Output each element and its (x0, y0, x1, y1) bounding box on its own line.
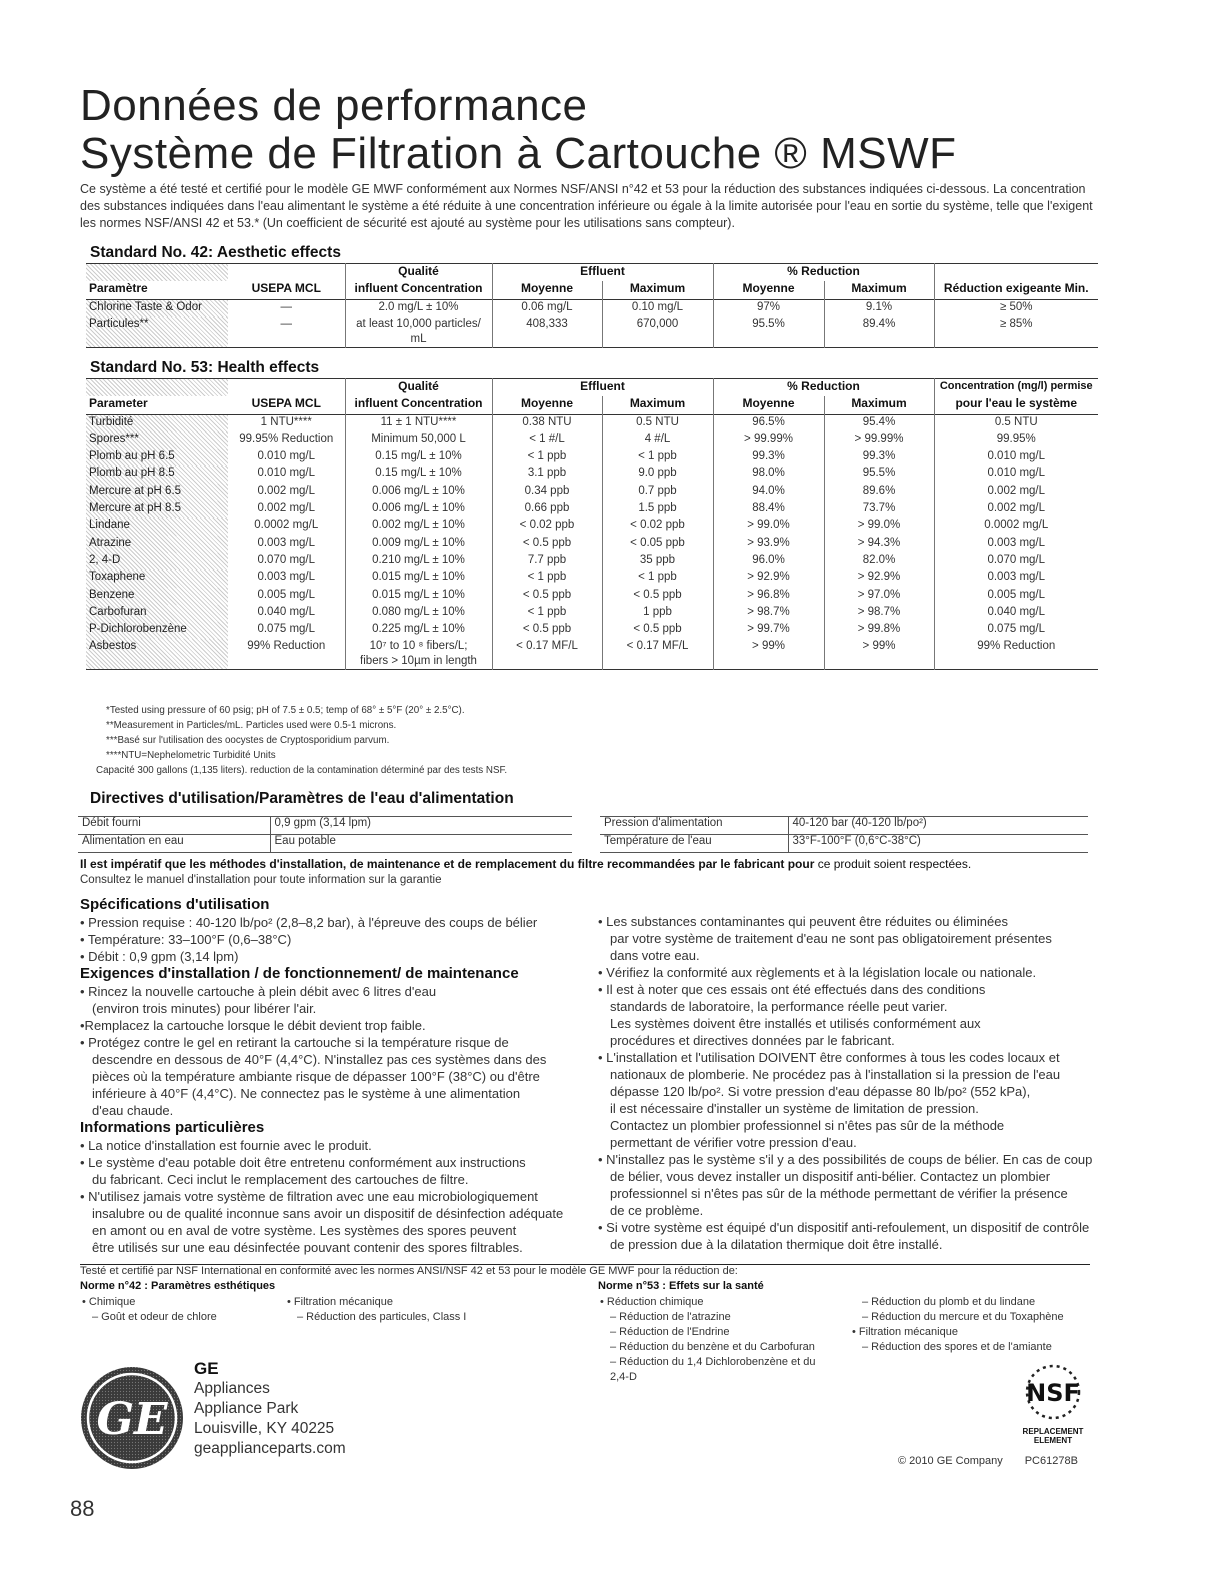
page-number: 88 (70, 1496, 95, 1521)
std53-col-moy: Moyenne (492, 396, 602, 414)
table-cell: Spores*** (86, 432, 228, 449)
table-cell: Mercure at pH 6.5 (86, 484, 228, 501)
important-notice: Il est impératif que les méthodes d'installation, de maintenance et de remplacement du filtre recommandées par le fabricant pour ce produit soient respectées. (80, 857, 972, 871)
company-address: GE Appliances Appliance Park Louisville, KY 40225 geapplianceparts.com (194, 1359, 346, 1457)
table-cell: 1.5 ppb (602, 501, 713, 518)
table-cell: > 97.0% (824, 588, 934, 605)
nsf-logo-icon (1008, 1362, 1098, 1420)
table-cell: 0.006 mg/L ± 10% (345, 501, 492, 518)
table-cell: 0.0002 mg/L (254, 519, 319, 532)
table-row (86, 588, 1098, 605)
table-cell: 0.010 mg/L (257, 467, 316, 480)
warranty-note: Consultez le manuel d'installation pour toute information sur la garantie (80, 874, 442, 886)
table-cell: Toxaphene (86, 570, 228, 587)
table-row (86, 501, 1098, 518)
table-row: Particules** — at least 10,000 particles/ mL 408,333 670,000 95.5% 89.4% ≥ 85% (86, 317, 1098, 348)
std53-col-param: Parameter (89, 396, 148, 411)
table-cell: > 96.8% (713, 588, 824, 605)
norme42-block: Norme n°42 : Paramètres esthétiques (80, 1280, 276, 1292)
directives-right-table: Pression d'alimentation 40-120 bar (40-120 lb/po²) Température de l'eau 33°F-100°F (0,6°C-38°C) (600, 816, 1088, 853)
table-cell: 0.040 mg/L (257, 605, 316, 618)
intro-paragraph: Ce système a été testé et certifié pour le modèle GE MWF conformément aux Normes NSF/ANSI n°42 et 53 pour la réduction des substances indiquées ci-dessous. La concentration des substances indiquées dans l'eau alimentant le système a été réduite à une concentration inférieure ou égale à la limite autorisée pour l'eau en sortie du système, telle que l'exigent les normes NSF/ANSI 42 et 53.* (Un coefficient de sécurité est ajouté au système pour les utilisations sans compteur). (80, 182, 1093, 230)
table-cell: 0.15 mg/L ± 10% (345, 466, 492, 483)
info-heading: Informations particulières (80, 1119, 265, 1136)
std42-col-min: Réduction exigeante Min. (934, 281, 1098, 299)
table-cell: 0.005 mg/L (257, 588, 316, 601)
directives-heading: Directives d'utilisation/Paramètres de l'eau d'alimentation (90, 790, 514, 807)
table-cell: > 98.7% (713, 605, 824, 622)
table-cell: 1 ppb (602, 605, 713, 622)
table-row (86, 449, 1098, 466)
table-cell: 0.009 mg/L ± 10% (345, 536, 492, 553)
table-cell: 0.075 mg/L (934, 622, 1098, 639)
table-cell: 0.210 mg/L ± 10% (345, 553, 492, 570)
table-cell: 0.070 mg/L (257, 553, 316, 566)
table-cell: Benzene (86, 588, 228, 605)
table-cell: < 1 ppb (492, 570, 602, 587)
table-cell: < 1 ppb (492, 449, 602, 466)
table-cell: Asbestos (86, 639, 228, 670)
table-cell: < 0.5 ppb (492, 536, 602, 553)
table-row (86, 432, 1098, 449)
table-cell: 0.0002 mg/L (934, 518, 1098, 535)
table-cell: Atrazine (86, 536, 228, 553)
table-row (86, 639, 1098, 670)
table-cell: 0.5 NTU (602, 414, 713, 432)
table-cell: < 0.05 ppb (602, 536, 713, 553)
table-row (86, 536, 1098, 553)
table-cell: 0.002 mg/L ± 10% (345, 518, 492, 535)
table-cell: 2, 4-D (86, 553, 228, 570)
std42-col-param: Paramètre (89, 281, 148, 296)
table-cell: 99.95% Reduction (239, 432, 334, 445)
table-cell: Plomb au pH 8.5 (86, 466, 228, 483)
table-cell: 82.0% (824, 553, 934, 570)
table-cell: 0.006 mg/L ± 10% (345, 484, 492, 501)
table-cell: 0.003 mg/L (934, 570, 1098, 587)
std53-heading: Standard No. 53: Health effects (90, 359, 320, 376)
install-heading: Exigences d'installation / de fonctionnement/ de maintenance (80, 965, 519, 982)
table-cell: Lindane (86, 518, 228, 535)
table-cell: > 94.3% (824, 536, 934, 553)
table-cell: > 93.9% (713, 536, 824, 553)
table-cell: > 99% (713, 639, 824, 670)
std53-rows (86, 414, 1098, 670)
table-cell: > 92.9% (713, 570, 824, 587)
table-cell: 0.002 mg/L (257, 502, 316, 515)
table-cell: 0.080 mg/L ± 10% (345, 605, 492, 622)
left-column: Spécifications d'utilisation • Pression requise : 40-120 lb/po² (2,8–8,2 bar), à l'épreuve des coups de bélier • Température: 33–100°F (0,6–38°C) • Débit : 0,9 gpm (3,14 lpm) Exigences d'installation / de fonctionnement/ de maintenance • Rincez la nouvelle cartouche à plein débit avec 6 litres d'eau (environ trois minutes) pour libérer l'air. •Remplacez la cartouche lorsque le débit devient trop faible. • Protégez contre le gel en retirant la cartouche si la température risque de descendre en dessous de 40°F (4,4°C). N'installez pas ces systèmes dans des pièces où la température ambiante risque de dépasser 100°F (38°C) ou d'être inférieure à 40°F (4,4°C). Ne connectez pas le système à une alimentation d'eau chaude. Informations particulières • La notice d'installation est fournie avec le produit. • Le système d'eau potable doit être entretenu conformément aux instructions du fabricant. Ceci inclut le remplacement des cartouches de filtre. • N'utilisez jamais votre système de filtration avec une eau microbiologiquement insalubre ou de qualité inconnue sans avoir un dispositif de désinfection adéquate en amont ou en aval de votre système. Les systèmes des spores peuvent être utilisés sur une eau désinfectée pouvant contenir des spores filtrables. (80, 896, 590, 1256)
table-cell: 98.0% (713, 466, 824, 483)
std53-col-usepa: USEPA MCL (251, 396, 321, 411)
std53-col-max: Maximum (602, 396, 713, 414)
std53-corner (86, 379, 228, 397)
std53-head-reduction: % Reduction (713, 379, 934, 397)
table-cell: 0.34 ppb (492, 484, 602, 501)
table-cell: 0.040 mg/L (934, 605, 1098, 622)
table-row (86, 553, 1098, 570)
table-cell: 0.075 mg/L (257, 623, 316, 636)
table-cell: < 0.17 MF/L (492, 639, 602, 670)
table-cell: 88.4% (713, 501, 824, 518)
std42-head-qualite: Qualité (345, 264, 492, 282)
table-cell: < 0.02 ppb (492, 518, 602, 535)
table-row (86, 570, 1098, 587)
table-row (86, 622, 1098, 639)
table-cell: 99% Reduction (247, 640, 326, 653)
table-cell: > 99.99% (713, 432, 824, 449)
table-cell: < 1 ppb (492, 605, 602, 622)
table-cell: > 99.7% (713, 622, 824, 639)
table-cell: > 99.99% (824, 432, 934, 449)
table-row (86, 466, 1098, 483)
table-cell: 95.4% (824, 414, 934, 432)
cert-line: Testé et certifié par NSF International en conformité avec les normes ANSI/NSF 42 et 53 pour le modèle GE MWF pour la réduction de: (80, 1265, 738, 1277)
table-cell: 0.003 mg/L (257, 571, 316, 584)
std42-table (86, 263, 1098, 348)
std53-head-conc: Concentration (mg/l) permise (934, 379, 1098, 397)
table-row: Chlorine Taste & Odor — 2.0 mg/L ± 10% 0.06 mg/L 0.10 mg/L 97% 9.1% ≥ 50% (86, 299, 1098, 317)
table-cell: 99.3% (824, 449, 934, 466)
norme53-block: Norme n°53 : Effets sur la santé (598, 1280, 764, 1292)
table-cell: P-Dichlorobenzène (86, 622, 228, 639)
table-cell: 0.5 NTU (934, 414, 1098, 432)
table-cell: < 0.5 ppb (602, 588, 713, 605)
table-row (86, 605, 1098, 622)
table-cell: > 92.9% (824, 570, 934, 587)
ge-logo-icon (80, 1366, 184, 1470)
std42-head-reduction: % Reduction (713, 264, 934, 282)
table-cell: 73.7% (824, 501, 934, 518)
std42-col-rmoy: Moyenne (713, 281, 824, 299)
table-cell: 96.0% (713, 553, 824, 570)
table-cell: 0.002 mg/L (934, 501, 1098, 518)
spec-heading: Spécifications d'utilisation (80, 896, 270, 913)
std53-head-effluent: Effluent (492, 379, 713, 397)
std42-col-usepa: USEPA MCL (251, 281, 321, 296)
table-cell: > 98.7% (824, 605, 934, 622)
std42-col-max: Maximum (602, 281, 713, 299)
table-cell: < 1 ppb (602, 449, 713, 466)
table-cell: 0.002 mg/L (934, 484, 1098, 501)
table-cell: 89.6% (824, 484, 934, 501)
page-title: Données de performance (80, 81, 588, 130)
norme42-col2: • Filtration mécanique – Réduction des particules, Class I (287, 1296, 467, 1323)
table-cell: Minimum 50,000 L (345, 432, 492, 449)
table-cell: 0.66 ppb (492, 501, 602, 518)
table-cell: 0.003 mg/L (934, 536, 1098, 553)
svg-text:GE: GE (96, 1394, 168, 1445)
table-cell: < 0.5 ppb (602, 622, 713, 639)
table-cell: 94.0% (713, 484, 824, 501)
table-footnotes: *Tested using pressure of 60 psig; pH of 7.5 ± 0.5; temp of 68° ± 5°F (20° ± 2.5°C). **Measurement in Particles/mL. Particles used were 0.5-1 microns. ***Basé sur l'utilisation des oocystes de Cryptosporidium parvum. ****NTU=Nephelometric Turbidité Units Capacité 300 gallons (1,135 liters). reduction de la contamination déterminé par des tests NSF. (96, 705, 508, 776)
std42-head-effluent: Effluent (492, 264, 713, 282)
table-cell: 7.7 ppb (492, 553, 602, 570)
table-cell: 0.010 mg/L (934, 466, 1098, 483)
table-cell: 3.1 ppb (492, 466, 602, 483)
std42-col-influent: influent Concentration (345, 281, 492, 299)
table-cell: 99% Reduction (934, 639, 1098, 670)
nsf-badge: NSF REPLACEMENT ELEMENT (1008, 1362, 1098, 1444)
table-cell: 0.38 NTU (492, 414, 602, 432)
table-cell: 4 #/L (602, 432, 713, 449)
table-cell: Carbofuran (86, 605, 228, 622)
table-cell: 96.5% (713, 414, 824, 432)
directives-left-table: Débit fourni 0,9 gpm (3,14 lpm) Alimentation en eau Eau potable (78, 816, 572, 853)
table-cell: 1 NTU**** (260, 415, 312, 428)
table-cell: < 1 ppb (602, 570, 713, 587)
std53-col-rmoy: Moyenne (713, 396, 824, 414)
table-cell: > 99.0% (713, 518, 824, 535)
table-cell: Mercure at pH 8.5 (86, 501, 228, 518)
table-cell: 99.3% (713, 449, 824, 466)
std53-col-perm: pour l'eau le système (934, 396, 1098, 414)
std42-col-moy: Moyenne (492, 281, 602, 299)
table-cell: < 0.17 MF/L (602, 639, 713, 670)
table-cell: 0.002 mg/L (257, 484, 316, 497)
table-cell: 0.015 mg/L ± 10% (345, 570, 492, 587)
norme53-col2: – Réduction du plomb et du lindane – Réduction du mercure et du Toxaphène • Filtration mécanique – Réduction des spores et de l'amiante (852, 1296, 1064, 1353)
right-column: • Les substances contaminantes qui peuvent être réduites ou éliminées par votre système de traitement d'eau ne sont pas obligatoirement présentes dans votre eau. • Vérifiez la conformité aux règlements et à la législation locale ou nationale. • Il est à noter que ces essais ont été effectués dans des conditions standards de laboratoire, la performance réelle peut varier. Les systèmes doivent être installés et utilisés conformément aux procédures et directives données par le fabricant. • L'installation et l'utilisation DOIVENT être conformes à tous les codes locaux et nationaux de plomberie. Ne procédez pas à l'installation si la pression de l'eau dépasse 120 lb/po². Si votre pression d'eau dépasse 80 lb/po² (552 kPa), il est nécessaire d'installer un système de limitation de pression. Contactez un plombier professionnel si n'êtes pas sûr de la méthode permettant de vérifier votre pression d'eau. • N'installez pas le système s'il y a des possibilités de coups de bélier. En cas de coup de bélier, vous devez installer un dispositif anti-bélier. Contactez un plombier professionnel si n'êtes pas sûr de la méthode permettant de vérifier la présence de ce problème. • Si votre système est équipé d'un dispositif anti-refoulement, un dispositif de contrôle de pression due à la dilatation thermique doit être installé. (598, 914, 1093, 1252)
table-cell: 99.95% (934, 432, 1098, 449)
std42-col-rmax: Maximum (824, 281, 934, 299)
std42-heading: Standard No. 42: Aesthetic effects (90, 244, 341, 261)
table-cell: 0.010 mg/L (257, 450, 316, 463)
page-subtitle: Système de Filtration à Cartouche ® MSWF (80, 129, 957, 178)
copyright: © 2010 GE Company PC61278B (898, 1455, 1078, 1467)
table-cell: < 1 #/L (492, 432, 602, 449)
svg-text:NSF: NSF (1026, 1379, 1080, 1407)
table-cell: 0.003 mg/L (257, 536, 316, 549)
std53-col-influent: influent Concentration (345, 396, 492, 414)
std53-table (86, 378, 1098, 670)
table-row (86, 518, 1098, 535)
table-row (86, 484, 1098, 501)
table-cell: < 0.02 ppb (602, 518, 713, 535)
table-cell: Turbidité (86, 414, 228, 432)
std53-head-qualite: Qualité (345, 379, 492, 397)
table-cell: 95.5% (824, 466, 934, 483)
table-cell: 11 ± 1 NTU**** (345, 414, 492, 432)
std42-corner (86, 264, 228, 282)
table-cell: 35 ppb (602, 553, 713, 570)
table-cell: > 99.0% (824, 518, 934, 535)
table-cell: 0.7 ppb (602, 484, 713, 501)
table-cell: 9.0 ppb (602, 466, 713, 483)
table-cell: 0.015 mg/L ± 10% (345, 588, 492, 605)
table-cell: > 99.8% (824, 622, 934, 639)
table-cell: 0.005 mg/L (934, 588, 1098, 605)
norme53-col1: • Réduction chimique – Réduction de l'atrazine – Réduction de l'Endrine – Réduction du benzène et du Carbofuran – Réduction du 1,4 Dichlorobenzène et du 2,4-D (600, 1296, 816, 1383)
table-cell: 0.070 mg/L (934, 553, 1098, 570)
table-cell: < 0.5 ppb (492, 588, 602, 605)
table-row (86, 414, 1098, 432)
table-cell: < 0.5 ppb (492, 622, 602, 639)
table-cell: 0.010 mg/L (934, 449, 1098, 466)
table-cell: 0.15 mg/L ± 10% (345, 449, 492, 466)
table-cell: Plomb au pH 6.5 (86, 449, 228, 466)
table-cell: > 99% (824, 639, 934, 670)
table-cell: 0.225 mg/L ± 10% (345, 622, 492, 639)
norme42-col1: • Chimique – Goût et odeur de chlore (82, 1296, 217, 1323)
std53-col-rmax: Maximum (824, 396, 934, 414)
table-cell: 10⁷ to 10 ⁸ fibers/L; fibers > 10µm in length (345, 639, 492, 670)
